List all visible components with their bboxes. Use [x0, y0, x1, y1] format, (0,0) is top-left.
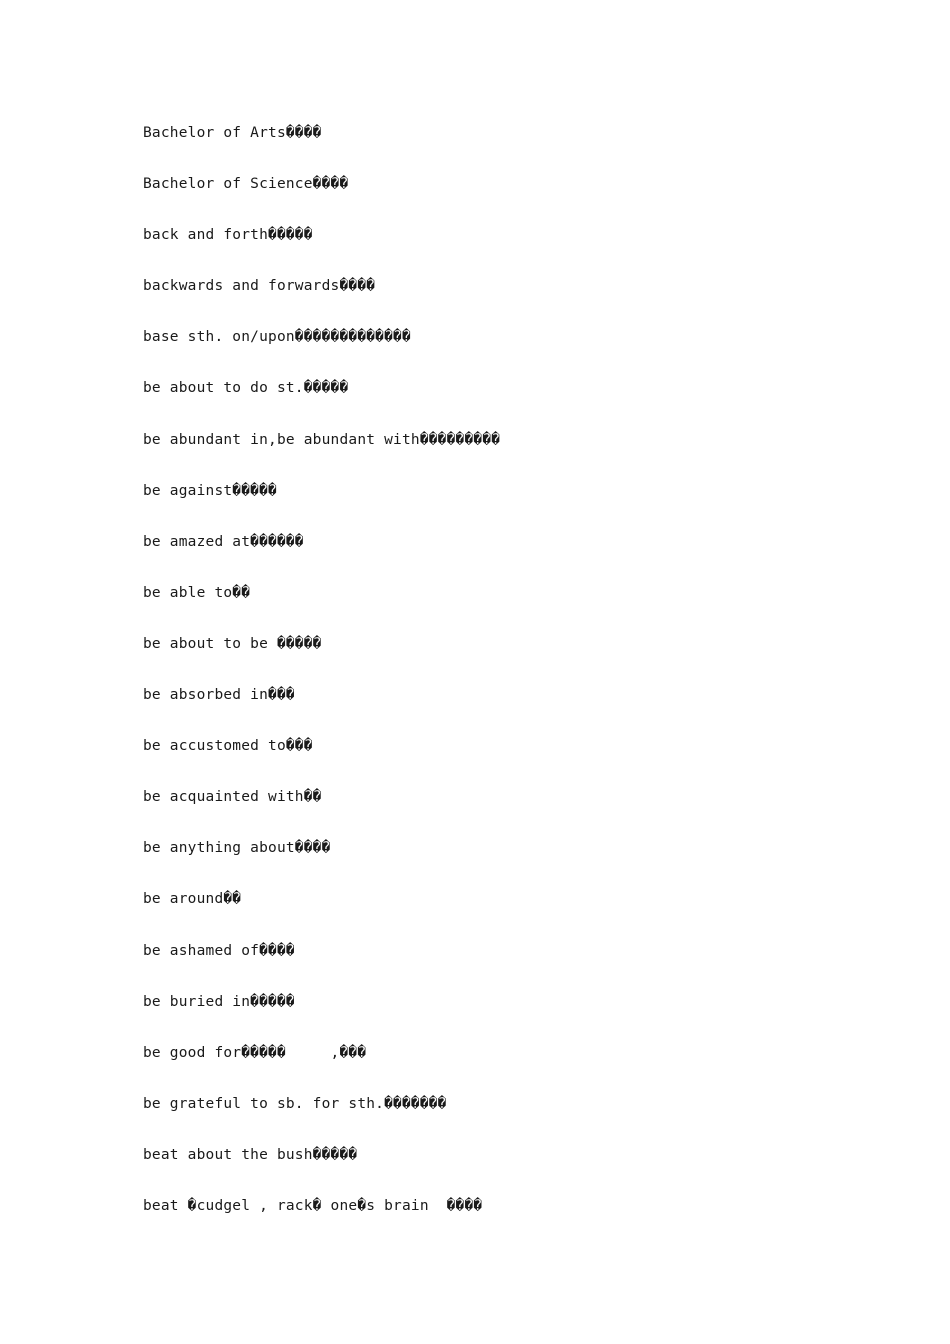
list-item: be amazed at������: [143, 533, 304, 550]
list-item: be abundant in,be abundant with���������: [143, 431, 501, 448]
list-item: back and forth�����: [143, 227, 313, 244]
list-item: be about to do st.�����: [143, 380, 349, 397]
list-item: backwards and forwards����: [143, 278, 376, 295]
list-item: be good for����� ,���: [143, 1044, 367, 1061]
list-item: be able to��: [143, 584, 251, 601]
list-item: be about to be �����: [143, 635, 322, 652]
list-item: beat �cudgel , rack� one�s brain ����: [143, 1197, 483, 1214]
list-item: be grateful to sb. for sth.�������: [143, 1095, 447, 1112]
list-item: Bachelor of Arts����: [143, 125, 322, 141]
list-item: be against�����: [143, 482, 277, 499]
list-item: be absorbed in���: [143, 687, 295, 704]
list-item: be buried in�����: [143, 993, 295, 1010]
list-item: base sth. on/upon�������������: [143, 329, 411, 346]
list-item: be accustomed to���: [143, 738, 313, 755]
list-item: be anything about����: [143, 840, 331, 857]
list-item: Bachelor of Science����: [143, 176, 349, 193]
list-item: be acquainted with��: [143, 789, 322, 806]
list-item: be ashamed of����: [143, 942, 295, 959]
list-item: beat about the bush�����: [143, 1146, 358, 1163]
list-item: be around��: [143, 891, 242, 908]
phrase-list: [143, 122, 903, 1246]
